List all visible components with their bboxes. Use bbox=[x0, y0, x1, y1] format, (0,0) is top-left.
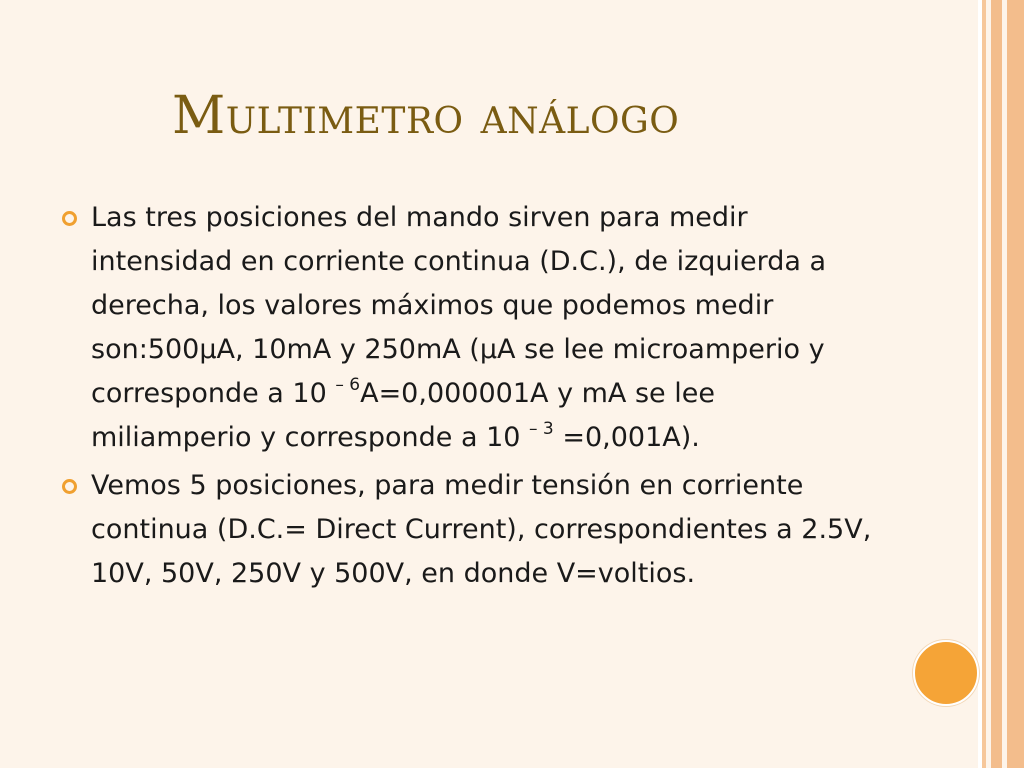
bullet-text-part: A=0,000001A y mA se lee miliamperio y corresponde a 10 bbox=[91, 378, 715, 453]
bullet-text-part: =0,001A). bbox=[553, 422, 700, 453]
bullet-item bbox=[62, 196, 874, 460]
bullet-text-part: Las tres posiciones del mando sirven para medir intensidad en corriente continua (D.C.), de izquierda a derecha, los valores máximos que podemos medir son:500µA, 10mA y 250mA (µA se lee microamperio y corresponde a 10 bbox=[91, 202, 827, 409]
decorative-circle bbox=[913, 640, 979, 706]
bullet-text: Vemos 5 posiciones, para medir tensión en corriente continua (D.C.= Direct Current), correspondientes a 2.5V, 10V, 50V, 250V y 500V, en donde V=voltios. bbox=[91, 470, 872, 589]
bullet-ring-icon bbox=[62, 211, 77, 226]
decorative-stripes bbox=[978, 0, 1024, 768]
stripe bbox=[1007, 0, 1024, 768]
slide-title: Multimetro análogo bbox=[172, 86, 680, 146]
slide-body bbox=[62, 196, 874, 600]
bullet-text bbox=[91, 202, 826, 453]
superscript-exponent: – 3 bbox=[529, 419, 554, 439]
bullet-item bbox=[62, 464, 874, 596]
superscript-exponent: – 6 bbox=[335, 375, 361, 395]
stripe bbox=[991, 0, 1002, 768]
bullet-ring-icon bbox=[62, 479, 77, 494]
